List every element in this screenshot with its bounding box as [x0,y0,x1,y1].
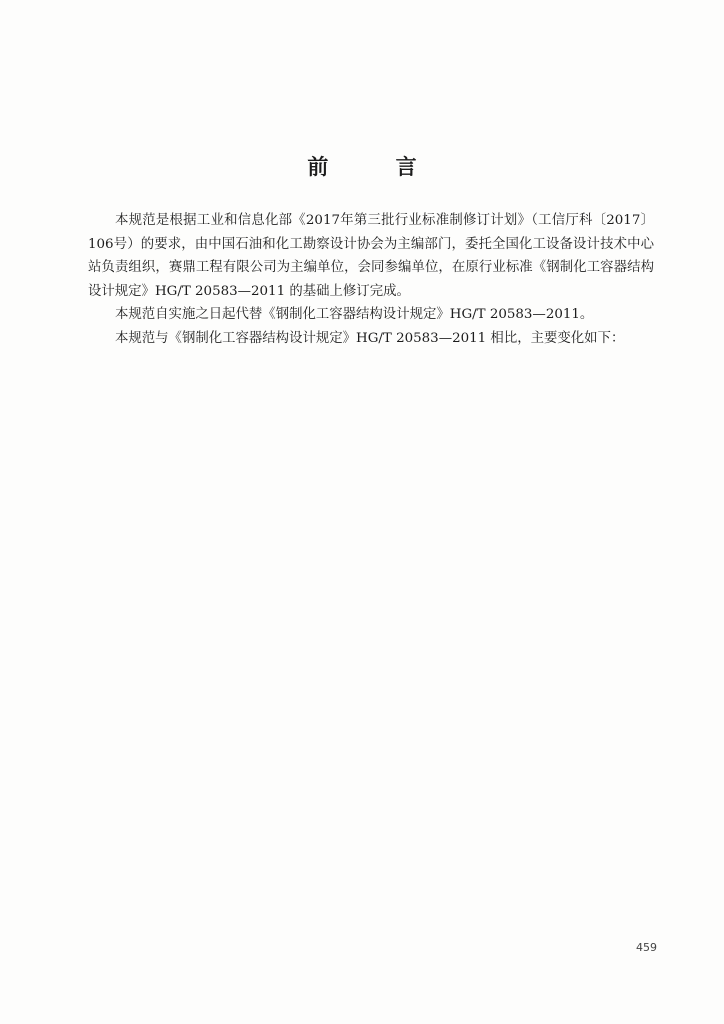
changes-intro-paragraph: 本规范与《钢制化工容器结构设计规定》HG/T 20583—2011 相比，主要变化如下： [115,330,625,346]
page-number: 459 [636,941,657,954]
document-body [88,209,654,353]
intro-paragraph: 本规范是根据工业和信息化部《2017年第三批行业标准制修订计划》（工信厅科〔2017〕106号）的要求，由中国石油和化工勘察设计协会为主编部门，委托全国化工设备设计技术中心站负责组织，赛鼎工程有限公司为主编单位，会同参编单位，在原行业标准《钢制化工容器结构设计规定》HG/T 20583—2011 的基础上修订完成。 [88,213,654,299]
page-title: 前 言 [307,154,447,179]
replacement-paragraph: 本规范自实施之日起代替《钢制化工容器结构设计规定》HG/T 20583—2011。 [115,307,594,323]
